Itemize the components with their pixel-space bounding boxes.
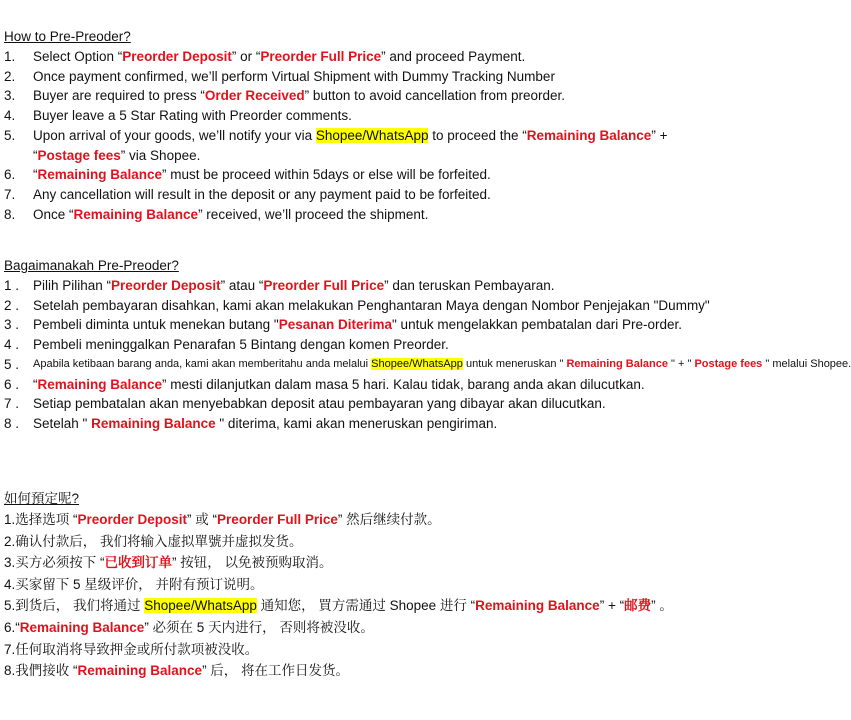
step-text-segment: Setelah " — [33, 415, 92, 431]
emphasis-term: Preorder Deposit — [77, 512, 188, 527]
step-text-segment: " untuk mengelakkan pembatalan dari Pre-order. — [392, 317, 682, 333]
step-text-segment: ” + “ — [33, 127, 668, 163]
step-item — [4, 617, 720, 639]
emphasis-term: Order Received — [204, 88, 305, 104]
highlighted-contact: Shopee/WhatsApp — [144, 598, 257, 614]
step-text — [15, 531, 302, 553]
emphasis-term: Remaining Balance — [73, 206, 199, 222]
step-text-segment: “ — [33, 167, 38, 183]
step-text-segment: Upon arrival of your goods, we’ll notify your via — [33, 127, 316, 143]
step-text — [15, 595, 673, 617]
emphasis-term: 邮费 — [624, 598, 652, 614]
step-text-segment: ” 然后继续付款。 — [337, 512, 441, 527]
step-item — [4, 531, 720, 553]
step-text — [15, 509, 440, 531]
step-text-segment: Pilih Pilihan “ — [33, 278, 112, 293]
step-text-segment: to proceed the “ — [428, 127, 527, 143]
step-text — [33, 335, 720, 355]
emphasis-term: Pesanan Diterima — [278, 317, 393, 333]
emphasis-term: Remaining Balance — [526, 127, 652, 143]
section-heading-english: How to Pre-Preoder? — [4, 29, 131, 44]
steps-list-english — [4, 47, 720, 224]
step-text-segment: Once “ — [33, 206, 74, 222]
step-text — [15, 574, 263, 596]
step-text-segment: " melalui Shopee. — [762, 357, 851, 370]
step-item — [4, 552, 720, 574]
step-text-segment: ” 或 “ — [187, 512, 218, 527]
step-item — [4, 106, 720, 126]
step-text-segment: untuk meneruskan " — [462, 357, 567, 370]
step-text-segment: 通知您， 買方需通过 Shopee 进行 “ — [256, 598, 476, 614]
step-text — [33, 126, 720, 165]
step-item — [4, 639, 720, 661]
step-text-segment: “ — [33, 376, 38, 392]
step-text-segment: 确认付款后， 我们将输入虚拟單號并虚拟发货。 — [15, 533, 303, 549]
step-number: 2 . — [4, 297, 20, 313]
step-number: 6. — [4, 619, 16, 635]
highlighted-contact: Shopee/WhatsApp — [371, 357, 463, 370]
section-english — [4, 27, 720, 224]
step-number: 5 . — [4, 356, 20, 372]
step-number: 6. — [4, 167, 16, 183]
step-text-segment: ” 按钮， 以免被预购取消。 — [172, 555, 333, 571]
step-text-segment: " diterima, kami akan meneruskan pengiriman. — [215, 415, 498, 431]
step-item — [4, 574, 720, 596]
step-item — [4, 205, 720, 225]
step-text-segment: " + " — [667, 357, 695, 370]
step-text — [33, 296, 720, 316]
step-text — [33, 375, 720, 395]
step-item — [4, 296, 720, 316]
step-text — [33, 205, 720, 225]
step-text-segment: ” dan teruskan Pembayaran. — [384, 278, 555, 293]
step-text-segment: Buyer are required to press “ — [33, 88, 205, 104]
step-item — [4, 509, 720, 531]
step-text-segment: 任何取消将导致押金或所付款项被没收。 — [15, 641, 259, 657]
step-text-segment: Buyer leave a 5 Star Rating with Preorder comments. — [33, 108, 352, 124]
emphasis-term: Remaining Balance — [37, 376, 163, 392]
step-number: 1. — [4, 49, 16, 64]
step-number: 7. — [4, 641, 16, 657]
step-number: 3 . — [4, 317, 20, 333]
step-text-segment: Apabila ketibaan barang anda, kami akan memberitahu anda melalui — [33, 357, 372, 370]
step-number: 8. — [4, 663, 16, 679]
step-text-segment: 我們接收 “ — [15, 663, 78, 679]
step-text-segment: ” mesti dilanjutkan dalam masa 5 hari. Kalau tidak, barang anda akan dilucutkan. — [162, 376, 645, 392]
step-number: 4. — [4, 576, 16, 592]
step-number: 4 . — [4, 337, 20, 353]
section-heading-chinese: 如何預定呢? — [4, 491, 80, 506]
section-heading-malay: Bagaimanakah Pre-Preoder? — [4, 258, 179, 273]
step-text — [33, 394, 720, 414]
emphasis-term: Preorder Full Price — [217, 512, 338, 527]
step-text-segment: ” or “ — [231, 49, 261, 64]
steps-list-chinese — [4, 509, 720, 682]
step-item — [4, 660, 720, 682]
step-text — [15, 639, 258, 661]
step-item — [4, 315, 720, 335]
emphasis-term: Postage fees — [37, 147, 121, 163]
step-text-segment: Any cancellation will result in the deposit or any payment paid to be forfeited. — [33, 186, 491, 202]
step-text-segment: 买家留下 5 星级评价， 并附有预订说明。 — [15, 576, 264, 592]
step-text — [33, 276, 720, 296]
step-text-segment: ” 。 — [651, 598, 673, 614]
step-text-segment: ” received, we’ll proceed the shipment. — [198, 206, 429, 222]
step-text-segment: 到货后， 我们将通过 — [15, 598, 145, 614]
step-item — [4, 394, 720, 414]
step-text-segment: ” must be proceed within 5days or else will be forfeited. — [162, 167, 491, 183]
step-text — [15, 617, 374, 639]
emphasis-term: Preorder Deposit — [111, 278, 221, 293]
step-text-segment: “ — [15, 619, 20, 635]
step-number: 1. — [4, 512, 16, 527]
emphasis-term: Remaining Balance — [91, 415, 216, 431]
emphasis-term: Postage fees — [694, 357, 763, 370]
step-text — [33, 86, 720, 106]
emphasis-term: 已收到订单 — [104, 555, 173, 571]
step-item — [4, 595, 720, 617]
step-text-segment: Pembeli meninggalkan Penarafan 5 Bintang dengan komen Preorder. — [33, 337, 449, 353]
step-text — [33, 165, 720, 185]
emphasis-term: Preorder Deposit — [122, 49, 232, 64]
step-number: 8. — [4, 206, 16, 222]
section-chinese — [4, 489, 720, 682]
step-item — [4, 67, 720, 87]
step-text-segment: Setelah pembayaran disahkan, kami akan melakukan Penghantaran Maya dengan Nombor Penjejakan "Dummy" — [33, 297, 710, 313]
step-item — [4, 165, 720, 185]
emphasis-term: Remaining Balance — [19, 619, 145, 635]
step-number: 8 . — [4, 415, 20, 431]
step-text-segment: Once payment confirmed, we’ll perform Virtual Shipment with Dummy Tracking Number — [33, 68, 555, 84]
step-text-segment: Pembeli diminta untuk menekan butang " — [33, 317, 279, 333]
step-item — [4, 126, 720, 165]
step-text — [33, 185, 720, 205]
step-text-segment: ” and proceed Payment. — [381, 49, 526, 64]
step-text-segment: ” 后， 将在工作日发货。 — [202, 663, 350, 679]
section-malay — [4, 256, 851, 434]
step-item — [4, 185, 720, 205]
emphasis-term: Preorder Full Price — [260, 49, 382, 64]
step-item — [4, 375, 720, 395]
step-text-segment: Select Option “ — [33, 49, 123, 64]
step-number: 6 . — [4, 376, 20, 392]
step-number: 4. — [4, 108, 16, 124]
step-item — [4, 86, 720, 106]
step-text — [15, 552, 332, 574]
step-number: 3. — [4, 88, 16, 104]
step-item — [4, 335, 720, 355]
emphasis-term: Remaining Balance — [37, 167, 163, 183]
highlighted-contact: Shopee/WhatsApp — [315, 127, 429, 143]
step-text — [33, 315, 720, 335]
step-text-segment: 买方必须按下 “ — [15, 555, 105, 571]
step-text-segment: ” + “ — [599, 598, 625, 614]
step-text — [33, 355, 851, 375]
step-number: 2. — [4, 533, 16, 549]
step-item — [4, 414, 720, 434]
step-text-segment: ” 必须在 5 天内进行， 否则将被没收。 — [144, 619, 374, 635]
step-number: 1 . — [4, 278, 20, 293]
step-item — [4, 276, 720, 296]
step-text — [33, 47, 720, 67]
step-text-segment: Setiap pembatalan akan menyebabkan deposit atau pembayaran yang dibayar akan dilucutkan. — [33, 396, 606, 412]
emphasis-term: Remaining Balance — [77, 663, 203, 679]
step-item — [4, 47, 720, 67]
step-text — [33, 414, 720, 434]
emphasis-term: Preorder Full Price — [263, 278, 385, 293]
step-text — [15, 660, 349, 682]
steps-list-malay — [4, 276, 851, 434]
step-number: 5. — [4, 598, 16, 614]
step-text-segment: ” via Shopee. — [120, 147, 201, 163]
step-text-segment: ” atau “ — [220, 278, 264, 293]
step-text — [33, 67, 720, 87]
step-number: 5. — [4, 127, 16, 143]
step-number: 7 . — [4, 396, 20, 412]
step-number: 7. — [4, 186, 16, 202]
step-text — [33, 106, 720, 126]
step-number: 3. — [4, 555, 16, 571]
step-item — [4, 355, 851, 375]
emphasis-term: Remaining Balance — [475, 598, 600, 614]
step-number: 2. — [4, 68, 16, 84]
step-text-segment: 选择选项 “ — [15, 512, 78, 527]
step-text-segment: ” button to avoid cancellation from preorder. — [304, 88, 566, 104]
emphasis-term: Remaining Balance — [566, 357, 668, 370]
